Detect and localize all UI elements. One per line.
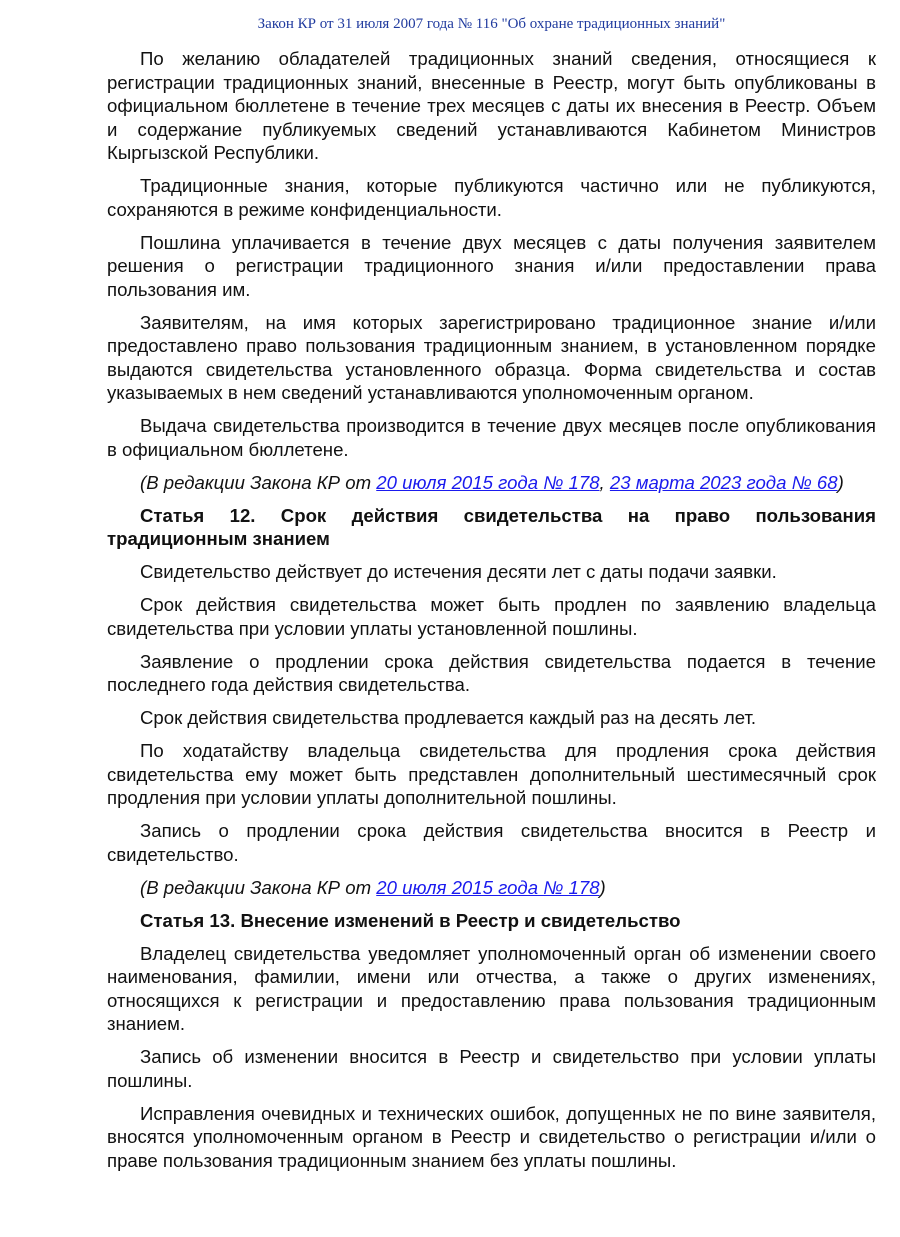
amendment-note-prefix: (В редакции Закона КР от	[140, 876, 377, 898]
amendment-note-suffix: )	[599, 876, 606, 898]
paragraph: Срок действия свидетельства продлевается каждый раз на десять лет.	[140, 707, 757, 728]
paragraph: По желанию обладателей традиционных знаний сведения, относящиеся к регистрации традиционных знаний, внесенные в Реестр, могут быть опубликованы в официальном бюллетене в течение трех месяцев с даты их внесения в Реестр. Объем и содержание публикуемых сведений устанавливаются Кабинетом Министров Кыргызской Республики.	[107, 48, 876, 163]
paragraph: Запись об изменении вносится в Реестр и свидетельство при условии уплаты пошлины.	[107, 1046, 876, 1091]
document-page	[107, 0, 876, 1182]
amendment-note-suffix: )	[837, 471, 844, 493]
paragraph: Срок действия свидетельства может быть продлен по заявлению владельца свидетельства при условии уплаты установленной пошлины.	[107, 594, 876, 639]
paragraph: Выдача свидетельства производится в течение двух месяцев после опубликования в официальном бюллетене.	[107, 415, 876, 460]
paragraph: По ходатайству владельца свидетельства для продления срока действия свидетельства ему может быть представлен дополнительный шестимесячный срок продления при условии уплаты дополнительной пошлины.	[107, 740, 876, 808]
amendment-link-2015[interactable]: 20 июля 2015 года № 178	[376, 876, 600, 898]
amendment-note-separator: ,	[599, 471, 610, 493]
amendment-note	[107, 876, 876, 900]
paragraph: Владелец свидетельства уведомляет уполномоченный орган об изменении своего наименования, фамилии, имени или отчества, а также о других изменениях, относящихся к регистрации и предоставлению права пользования традиционным знанием.	[107, 942, 876, 1034]
amendment-link-2015[interactable]: 20 июля 2015 года № 178	[376, 471, 600, 493]
page-header: Закон КР от 31 июля 2007 года № 116 "Об охране традиционных знаний"	[257, 16, 726, 32]
amendment-note	[107, 471, 876, 495]
article-12-heading: Статья 12. Срок действия свидетельства на право пользования традиционным знанием	[107, 504, 876, 549]
paragraph: Свидетельство действует до истечения десяти лет с даты подачи заявки.	[140, 561, 777, 582]
paragraph: Пошлина уплачивается в течение двух месяцев с даты получения заявителем решения о регистрации традиционного знания и/или предоставлении права пользования им.	[107, 231, 876, 300]
document-body	[107, 47, 876, 1172]
amendment-note-prefix: (В редакции Закона КР от	[140, 471, 377, 493]
paragraph: Традиционные знания, которые публикуются частично или не публикуются, сохраняются в режиме конфиденциальности.	[107, 175, 876, 220]
paragraph: Заявителям, на имя которых зарегистрировано традиционное знание и/или предоставлено право пользования традиционным знанием, в установленном порядке выдаются свидетельства установленного образца. Форма свидетельства и состав указываемых в нем сведений устанавливаются уполномоченным органом.	[107, 311, 876, 403]
article-13-heading: Статья 13. Внесение изменений в Реестр и свидетельство	[140, 909, 681, 931]
amendment-link-2023[interactable]: 23 марта 2023 года № 68	[609, 471, 838, 493]
paragraph: Заявление о продлении срока действия свидетельства подается в течение последнего года действия свидетельства.	[107, 650, 876, 695]
paragraph: Исправления очевидных и технических ошибок, допущенных не по вине заявителя, вносятся уполномоченным органом в Реестр и свидетельство о регистрации и/или о праве пользования традиционным знанием без уплаты пошлины.	[107, 1102, 876, 1171]
paragraph: Запись о продлении срока действия свидетельства вносится в Реестр и свидетельство.	[107, 820, 876, 865]
